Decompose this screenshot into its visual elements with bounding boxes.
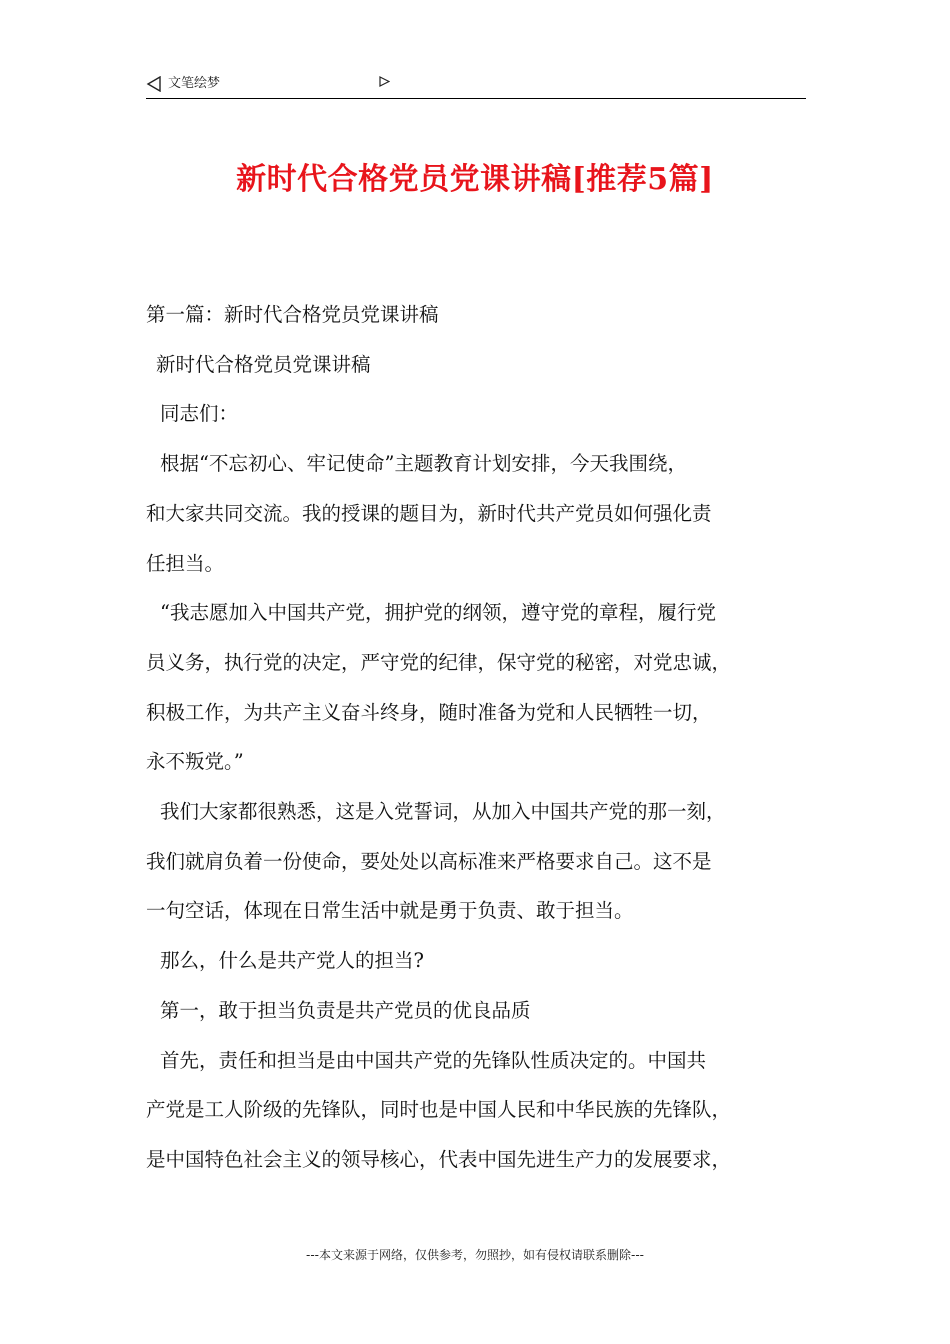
paragraph-line: 我们大家都很熟悉，这是入党誓词，从加入中国共产党的那一刻， bbox=[160, 800, 726, 824]
salutation: 同志们： bbox=[160, 402, 239, 426]
paragraph-line: 产党是工人阶级的先锋队，同时也是中国人民和中华民族的先锋队， bbox=[146, 1098, 732, 1122]
paragraph-line: 和大家共同交流。我的授课的题目为，新时代共产党员如何强化责 bbox=[146, 501, 712, 525]
document-body bbox=[146, 290, 810, 1185]
paragraph-line: 第一，敢于担当负责是共产党员的优良品质 bbox=[160, 998, 531, 1022]
paragraph-line: 积极工作，为共产主义奋斗终身，随时准备为党和人民牺牲一切， bbox=[146, 700, 712, 724]
page-footer: ---本文来源于网络，仅供参考，勿照抄，如有侵权请联系删除--- bbox=[306, 1248, 644, 1262]
section-heading: 第一篇：新时代合格党员党课讲稿 bbox=[146, 303, 439, 326]
paragraph-line: 任担当。 bbox=[146, 551, 225, 575]
paragraph-line: 一句空话，体现在日常生活中就是勇于负责、敢于担当。 bbox=[146, 899, 634, 923]
paragraph-line: 我们就肩负着一份使命，要处处以高标准来严格要求自己。这不是 bbox=[146, 849, 712, 873]
page-header bbox=[146, 72, 806, 99]
paragraph-line: “我志愿加入中国共产党，拥护党的纲领，遵守党的章程，履行党 bbox=[160, 601, 716, 625]
subheading: 新时代合格党员党课讲稿 bbox=[156, 352, 371, 376]
paragraph-line: 首先，责任和担当是由中国共产党的先锋队性质决定的。中国共 bbox=[160, 1048, 707, 1072]
triangle-left-icon bbox=[146, 76, 162, 92]
paragraph-line: 是中国特色社会主义的领导核心，代表中国先进生产力的发展要求， bbox=[146, 1147, 732, 1171]
paragraph-line: 员义务，执行党的决定，严守党的纪律，保守党的秘密，对党忠诚， bbox=[146, 650, 732, 674]
document-title: 新时代合格党员党课讲稿[推荐5篇] bbox=[236, 162, 714, 197]
paragraph-line: 永不叛党。” bbox=[146, 750, 244, 774]
triangle-right-icon bbox=[379, 76, 390, 87]
brand-name: 文笔绘梦 bbox=[168, 76, 221, 91]
paragraph-line: 根据“不忘初心、牢记使命”主题教育计划安排，今天我围绕， bbox=[160, 452, 687, 476]
paragraph-line: 那么，什么是共产党人的担当? bbox=[160, 949, 424, 973]
